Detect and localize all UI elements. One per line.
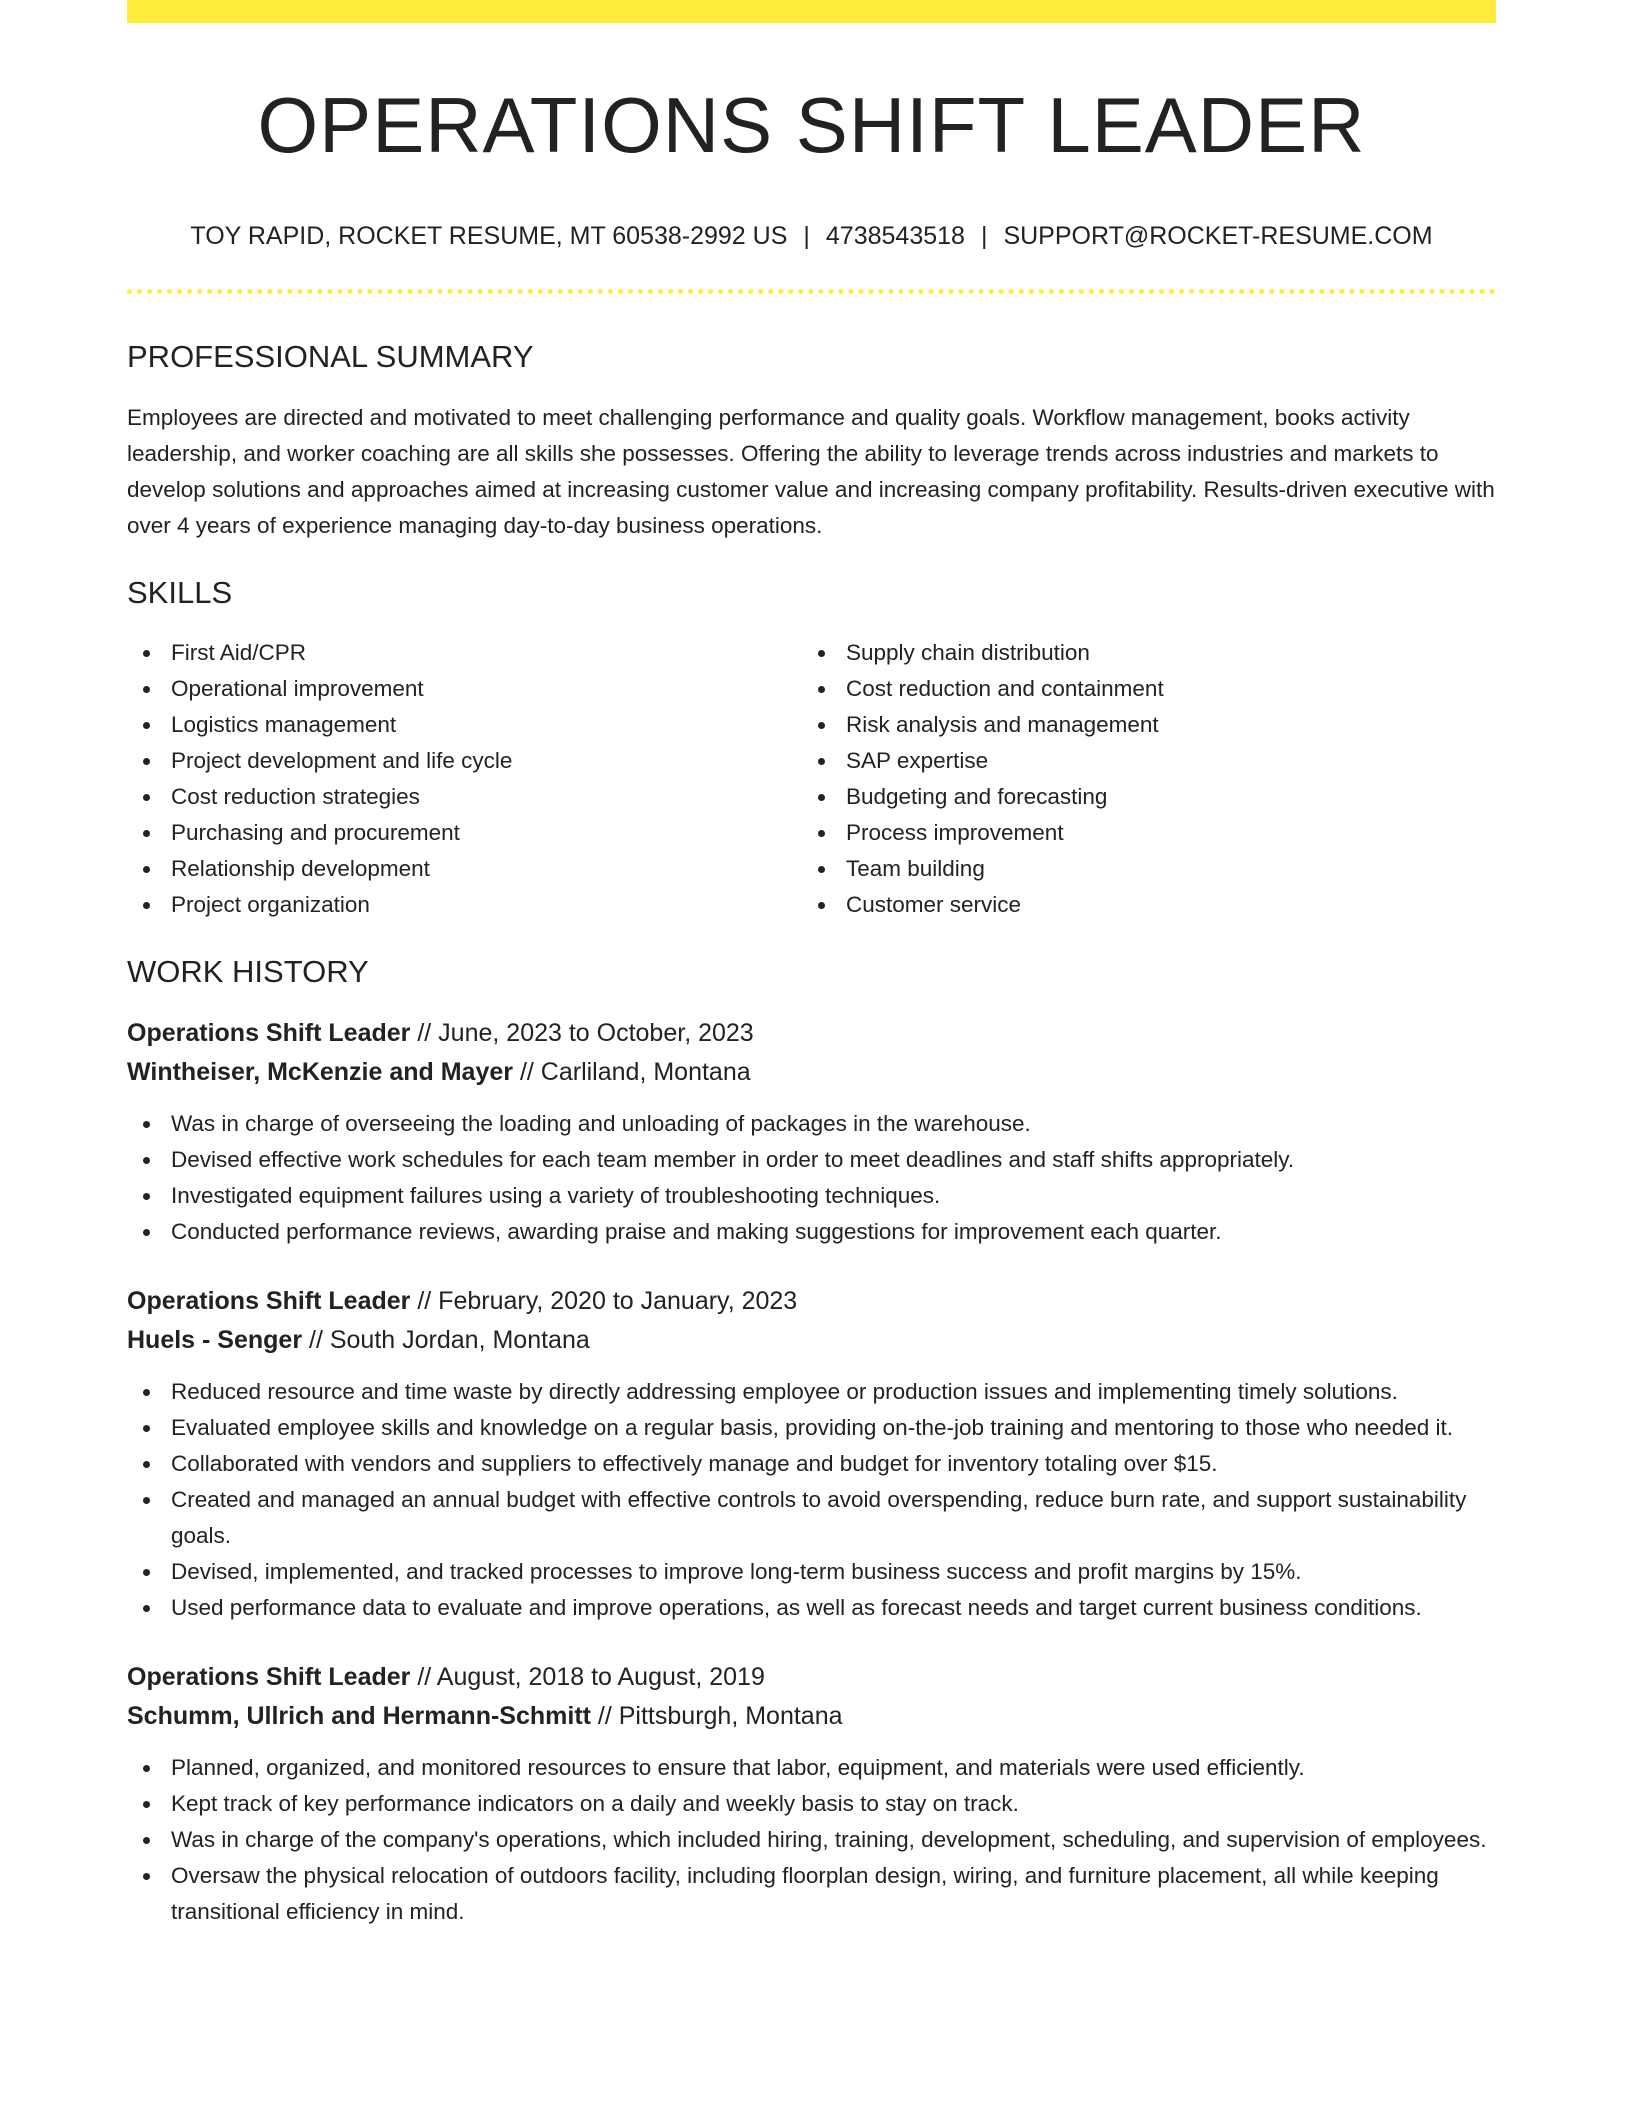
job-duties bbox=[127, 1106, 1496, 1250]
job-entry bbox=[127, 1282, 1496, 1626]
job-duty: Oversaw the physical relocation of outdoors facility, including floorplan design, wiring, and furniture placement, all while keeping transitional efficiency in mind. bbox=[127, 1858, 1496, 1930]
skill-item: First Aid/CPR bbox=[127, 635, 802, 671]
skills-column-right bbox=[802, 635, 1477, 923]
contact-separator: | bbox=[803, 221, 810, 250]
contact-email: SUPPORT@ROCKET-RESUME.COM bbox=[1003, 221, 1433, 250]
job-company: Huels - Senger bbox=[127, 1326, 303, 1355]
job-duty: Was in charge of overseeing the loading and unloading of packages in the warehouse. bbox=[127, 1106, 1496, 1142]
job-duty: Reduced resource and time waste by directly addressing employee or production issues and implementing timely solutions. bbox=[127, 1374, 1496, 1410]
job-duty: Conducted performance reviews, awarding praise and making suggestions for improvement each quarter. bbox=[127, 1214, 1496, 1250]
job-entry bbox=[127, 1658, 1496, 1930]
contact-address: TOY RAPID, ROCKET RESUME, MT 60538-2992 US bbox=[190, 221, 788, 250]
job-location: // Pittsburgh, Montana bbox=[597, 1702, 843, 1731]
skill-item: Purchasing and procurement bbox=[127, 815, 802, 851]
skills-column-left bbox=[127, 635, 802, 923]
skill-item: Customer service bbox=[802, 887, 1477, 923]
summary-text: Employees are directed and motivated to meet challenging performance and quality goals. Workflow management, books activity leadership, and worker coaching are all skills she possesses. Offering the ability to leverage trends across industries and markets to develop solutions and approaches aimed at increasing customer value and increasing company profitability. Results-driven executive with over 4 years of experience managing day-to-day business operations. bbox=[127, 404, 1495, 538]
professional-summary-section bbox=[127, 338, 1496, 544]
skills-list-left bbox=[127, 635, 802, 923]
skill-item: Budgeting and forecasting bbox=[802, 779, 1477, 815]
job-duty: Planned, organized, and monitored resources to ensure that labor, equipment, and materials were used efficiently. bbox=[127, 1750, 1496, 1786]
job-company-line bbox=[127, 1053, 1496, 1092]
job-company: Wintheiser, McKenzie and Mayer bbox=[127, 1058, 513, 1087]
skill-item: Cost reduction and containment bbox=[802, 671, 1477, 707]
job-role-line bbox=[127, 1282, 1496, 1321]
job-role-line bbox=[127, 1658, 1496, 1697]
skills-columns bbox=[127, 635, 1496, 923]
contact-phone: 4738543518 bbox=[825, 221, 965, 250]
job-duties bbox=[127, 1374, 1496, 1626]
job-duty: Created and managed an annual budget with effective controls to avoid overspending, reduce burn rate, and support sustainability goals. bbox=[127, 1482, 1496, 1554]
job-dates: // June, 2023 to October, 2023 bbox=[417, 1019, 754, 1048]
skill-item: Operational improvement bbox=[127, 671, 802, 707]
skill-item: Project organization bbox=[127, 887, 802, 923]
job-dates: // February, 2020 to January, 2023 bbox=[417, 1287, 798, 1316]
skill-item: Project development and life cycle bbox=[127, 743, 802, 779]
job-list bbox=[127, 1014, 1496, 1930]
job-dates: // August, 2018 to August, 2019 bbox=[417, 1663, 765, 1692]
skill-item: Logistics management bbox=[127, 707, 802, 743]
job-company-line bbox=[127, 1697, 1496, 1736]
contact-line bbox=[127, 221, 1496, 251]
work-history-section bbox=[127, 953, 1496, 1930]
skill-item: SAP expertise bbox=[802, 743, 1477, 779]
job-duty: Kept track of key performance indicators on a daily and weekly basis to stay on track. bbox=[127, 1786, 1496, 1822]
job-role: Operations Shift Leader bbox=[127, 1663, 411, 1692]
job-duty: Evaluated employee skills and knowledge on a regular basis, providing on-the-job training and mentoring to those who needed it. bbox=[127, 1410, 1496, 1446]
summary-heading: PROFESSIONAL SUMMARY bbox=[127, 338, 534, 374]
skill-item: Cost reduction strategies bbox=[127, 779, 802, 815]
skills-heading: SKILLS bbox=[127, 574, 233, 610]
skill-item: Supply chain distribution bbox=[802, 635, 1477, 671]
skill-item: Process improvement bbox=[802, 815, 1477, 851]
skill-item: Risk analysis and management bbox=[802, 707, 1477, 743]
top-accent-bar bbox=[127, 0, 1496, 23]
job-duty: Collaborated with vendors and suppliers to effectively manage and budget for inventory totaling over $15. bbox=[127, 1446, 1496, 1482]
job-duty: Devised, implemented, and tracked processes to improve long-term business success and profit margins by 15%. bbox=[127, 1554, 1496, 1590]
job-location: // Carliland, Montana bbox=[519, 1058, 751, 1087]
skills-list-right bbox=[802, 635, 1477, 923]
job-company-line bbox=[127, 1321, 1496, 1360]
work-history-heading: WORK HISTORY bbox=[127, 954, 369, 990]
job-company: Schumm, Ullrich and Hermann-Schmitt bbox=[127, 1702, 591, 1731]
header-divider bbox=[127, 289, 1496, 294]
contact-separator: | bbox=[980, 221, 988, 250]
job-role: Operations Shift Leader bbox=[127, 1019, 411, 1048]
skill-item: Team building bbox=[802, 851, 1477, 887]
job-duty: Devised effective work schedules for each team member in order to meet deadlines and staff shifts appropriately. bbox=[127, 1142, 1496, 1178]
job-duty: Investigated equipment failures using a variety of troubleshooting techniques. bbox=[127, 1178, 1496, 1214]
skills-section bbox=[127, 574, 1496, 923]
job-location: // South Jordan, Montana bbox=[309, 1326, 590, 1355]
job-role: Operations Shift Leader bbox=[127, 1287, 411, 1316]
job-duties bbox=[127, 1750, 1496, 1930]
job-role-line bbox=[127, 1014, 1496, 1053]
job-duty: Was in charge of the company's operations, which included hiring, training, development, scheduling, and supervision of employees. bbox=[127, 1822, 1496, 1858]
job-duty: Used performance data to evaluate and improve operations, as well as forecast needs and target current business conditions. bbox=[127, 1590, 1496, 1626]
resume-page bbox=[127, 0, 1496, 1930]
job-entry bbox=[127, 1014, 1496, 1250]
resume-title: OPERATIONS SHIFT LEADER bbox=[257, 81, 1366, 169]
skill-item: Relationship development bbox=[127, 851, 802, 887]
